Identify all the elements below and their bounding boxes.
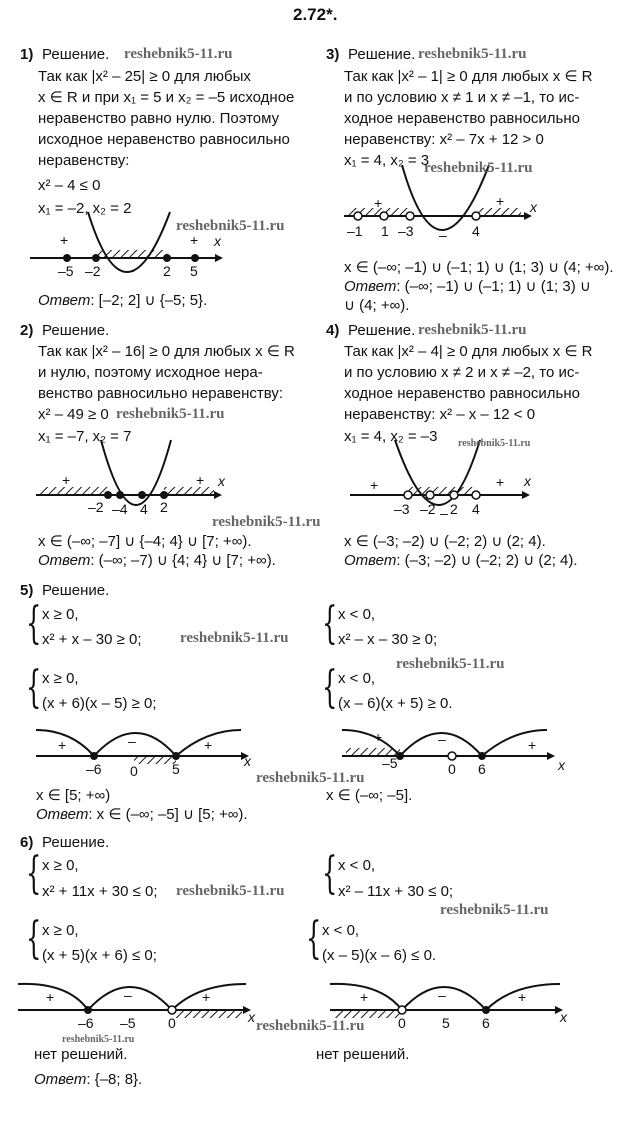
sign: + xyxy=(190,232,199,248)
sign: – xyxy=(438,731,446,747)
tick-label: 5 xyxy=(172,761,180,777)
answer-line xyxy=(34,1071,142,1088)
system-line: x < 0, xyxy=(338,606,376,623)
hatch xyxy=(95,250,167,258)
text-line: x₁ = –2, x₂ = 2 xyxy=(38,200,132,217)
tick-label: 0 xyxy=(168,1015,176,1031)
sign: + xyxy=(60,232,69,248)
answer-line xyxy=(344,278,591,295)
system-brace: { xyxy=(26,662,42,713)
hatch xyxy=(408,487,476,495)
text-line: и по условию x ≠ 1 и x ≠ –1, то ис- xyxy=(344,89,580,106)
solution-heading: Решение. xyxy=(42,322,110,339)
system-brace: { xyxy=(26,598,42,649)
tick-label: –2 xyxy=(88,499,104,515)
answer-label: Ответ xyxy=(344,552,397,569)
tick-label: 2 xyxy=(160,499,168,515)
axis-label: x xyxy=(560,1009,567,1025)
tick-label: –6 xyxy=(78,1015,94,1031)
tick-label: 5 xyxy=(442,1015,450,1031)
tick-label: 2 xyxy=(450,501,458,517)
text-line: x₁ = 4, x₂ = 3 xyxy=(344,152,430,169)
system-line: x² – 11x + 30 ≤ 0; xyxy=(338,883,454,900)
answer-label: Ответ xyxy=(38,552,91,569)
sign: + xyxy=(496,193,505,209)
point xyxy=(448,752,456,760)
problem-number: 4) xyxy=(326,322,340,339)
system-line: x < 0, xyxy=(338,670,376,687)
watermark: reshebnik5-11.ru xyxy=(124,46,233,62)
tick-label: 0 xyxy=(398,1015,406,1031)
system-line: x ≥ 0, xyxy=(42,606,79,623)
text-line: x² – 49 ≥ 0 xyxy=(38,406,109,423)
tick-label: 0 xyxy=(448,761,456,777)
system-line: x ≥ 0, xyxy=(42,922,79,939)
answer-value: : (–3; –2) ∪ (–2; 2) ∪ (2; 4). xyxy=(396,552,578,569)
text-line: x₁ = –7, x₂ = 7 xyxy=(38,428,132,445)
no-solutions-text: нет решений. xyxy=(34,1046,128,1063)
page-title: 2.72*. xyxy=(293,5,338,24)
sign: + xyxy=(528,737,537,753)
tick-label: 1 xyxy=(381,223,389,239)
sign: + xyxy=(518,989,527,1005)
problem-number: 3) xyxy=(326,46,340,63)
solution-heading: Решение. xyxy=(42,582,110,599)
watermark: reshebnik5-11.ru xyxy=(424,160,533,176)
solution-heading: Решение. xyxy=(42,46,110,63)
tick-label: 0 xyxy=(130,763,138,779)
number-line-5a xyxy=(36,722,266,782)
text-line: x₁ = 4, x₂ = –3 xyxy=(344,428,438,445)
text-line: неравенству: xyxy=(38,152,130,169)
point xyxy=(92,254,100,262)
axis-label: x xyxy=(244,753,251,769)
sign: + xyxy=(46,989,55,1005)
axis-label: x xyxy=(218,473,225,489)
set-line: x ∈ (–∞; –1) ∪ (–1; 1) ∪ (1; 3) ∪ (4; +∞). xyxy=(344,259,614,276)
system-brace: { xyxy=(26,913,42,964)
solution-heading: Решение. xyxy=(42,834,110,851)
answer-label: Ответ xyxy=(344,278,397,295)
watermark: reshebnik5-11.ru xyxy=(256,1018,365,1034)
number-line-5b xyxy=(342,722,572,782)
axis-label: x xyxy=(214,233,221,249)
sign: + xyxy=(62,472,71,488)
watermark: reshebnik5-11.ru xyxy=(176,883,285,899)
hatch xyxy=(40,487,108,495)
watermark: reshebnik5-11.ru xyxy=(418,322,527,338)
system-line: (x – 6)(x + 5) ≥ 0. xyxy=(338,695,453,712)
system-line: x ≥ 0, xyxy=(42,857,79,874)
point xyxy=(138,491,146,499)
point xyxy=(398,1006,406,1014)
point xyxy=(90,752,98,760)
tick-label: –5 xyxy=(120,1015,136,1031)
tick-label: 5 xyxy=(190,263,198,279)
watermark: reshebnik5-11.ru xyxy=(62,1034,135,1045)
answer-value: : (–∞; –1) ∪ (–1; 1) ∪ (1; 3) ∪ xyxy=(396,278,591,295)
axis-label: x xyxy=(558,757,565,773)
text-line: x ∈ R и при x₁ = 5 и x₂ = –5 исходное xyxy=(38,89,295,106)
solution-heading: Решение. xyxy=(348,46,416,63)
text-line: ходное неравенство равносильно xyxy=(344,110,581,127)
tick-label: –2 xyxy=(85,263,101,279)
watermark: reshebnik5-11.ru xyxy=(180,630,289,646)
text-line: Так как |x² – 16| ≥ 0 для любых x ∈ R xyxy=(38,343,295,360)
point xyxy=(63,254,71,262)
tick-label: –5 xyxy=(58,263,74,279)
text-line: неравенство равно нулю. Поэтому xyxy=(38,110,280,127)
point xyxy=(168,1006,176,1014)
tick-label: –6 xyxy=(86,761,102,777)
tick-label: –3 xyxy=(394,501,410,517)
problem-number: 2) xyxy=(20,322,34,339)
watermark: reshebnik5-11.ru xyxy=(176,218,285,234)
watermark: reshebnik5-11.ru xyxy=(116,406,225,422)
hatch xyxy=(172,1010,242,1018)
point xyxy=(191,254,199,262)
text-line: ходное неравенство равносильно xyxy=(344,385,581,402)
tick-label: –4 xyxy=(112,501,128,517)
problem-number: 5) xyxy=(20,582,34,599)
axis-label: x xyxy=(530,199,537,215)
text-line: Так как |x² – 1| ≥ 0 для любых x ∈ R xyxy=(344,68,593,85)
tick-label: –2 xyxy=(420,501,436,517)
watermark: reshebnik5-11.ru xyxy=(212,514,321,530)
text-line: и нулю, поэтому исходное нера- xyxy=(38,364,263,381)
system-line: (x + 6)(x – 5) ≥ 0; xyxy=(42,695,157,712)
sign: – xyxy=(439,227,447,243)
point xyxy=(160,491,168,499)
hatch xyxy=(334,1010,402,1018)
answer-value: : {–8; 8}. xyxy=(86,1071,143,1088)
no-solutions-text: нет решений. xyxy=(316,1046,410,1063)
answer-label: Ответ xyxy=(36,806,89,823)
solution-heading: Решение. xyxy=(348,322,416,339)
tick-label: –1 xyxy=(347,223,363,239)
axis-label: x xyxy=(524,473,531,489)
tick-label: 2 xyxy=(163,263,171,279)
sign: + xyxy=(360,989,369,1005)
answer-continuation: ∪ (4; +∞). xyxy=(344,297,410,314)
sign: – xyxy=(124,987,132,1003)
system-line: x² – x – 30 ≥ 0; xyxy=(338,631,438,648)
hatch xyxy=(476,208,521,216)
answer-line xyxy=(38,552,276,569)
point xyxy=(472,491,480,499)
point xyxy=(163,254,171,262)
answer-value: : [–2; 2] ∪ {–5; 5}. xyxy=(90,292,208,309)
point xyxy=(450,491,458,499)
tick-label: –3 xyxy=(398,223,414,239)
watermark: reshebnik5-11.ru xyxy=(440,902,549,918)
set-line: x ∈ (–∞; –7] ∪ {–4; 4} ∪ [7; +∞). xyxy=(38,533,252,550)
point xyxy=(472,212,480,220)
system-line: x² + 11x + 30 ≤ 0; xyxy=(42,883,158,900)
sign: + xyxy=(374,195,383,211)
point xyxy=(426,491,434,499)
tick-label: 6 xyxy=(478,761,486,777)
text-line: неравенству: x² – 7x + 12 > 0 xyxy=(344,131,544,148)
sign: – xyxy=(438,987,446,1003)
system-brace: { xyxy=(322,662,338,713)
point xyxy=(478,752,486,760)
sign: – xyxy=(128,733,136,749)
system-line: x ≥ 0, xyxy=(42,670,79,687)
sign: + xyxy=(496,474,505,490)
tick-label: 4 xyxy=(472,501,480,517)
sign: – xyxy=(440,505,448,521)
sign: + xyxy=(202,989,211,1005)
system-line: (x + 5)(x + 6) ≤ 0; xyxy=(42,947,157,964)
sign: + xyxy=(196,472,205,488)
text-line: x² – 4 ≤ 0 xyxy=(38,177,101,194)
number-line-6a xyxy=(18,972,258,1032)
system-brace: { xyxy=(26,848,42,899)
point xyxy=(406,212,414,220)
system-line: (x – 5)(x – 6) ≤ 0. xyxy=(322,947,437,964)
answer-value: : x ∈ (–∞; –5] ∪ [5; +∞). xyxy=(88,806,248,823)
system-line: x < 0, xyxy=(322,922,360,939)
point xyxy=(104,491,112,499)
tick-label: 6 xyxy=(482,1015,490,1031)
problem-number: 6) xyxy=(20,834,34,851)
sign: + xyxy=(204,737,213,753)
answer-value: : (–∞; –7) ∪ {4; 4} ∪ [7; +∞). xyxy=(90,552,276,569)
watermark: reshebnik5-11.ru xyxy=(458,438,531,449)
watermark: reshebnik5-11.ru xyxy=(418,46,527,62)
system-brace: { xyxy=(306,913,322,964)
answer-label: Ответ xyxy=(34,1071,87,1088)
watermark: reshebnik5-11.ru xyxy=(396,656,505,672)
text-line: исходное неравенство равносильно xyxy=(38,131,290,148)
system-brace: { xyxy=(322,848,338,899)
set-line: x ∈ (–3; –2) ∪ (–2; 2) ∪ (2; 4). xyxy=(344,533,546,550)
answer-label: Ответ xyxy=(38,292,91,309)
hatch xyxy=(164,487,214,495)
system-brace: { xyxy=(322,598,338,649)
text-line: венство равносильно неравенству: xyxy=(38,385,284,402)
tick-label: 4 xyxy=(140,501,148,517)
text-line: Так как |x² – 4| ≥ 0 для любых x ∈ R xyxy=(344,343,593,360)
text-line: Так как |x² – 25| ≥ 0 для любых xyxy=(38,68,251,85)
sign: + xyxy=(370,477,379,493)
tick-label: –5 xyxy=(382,755,398,771)
sign: + xyxy=(374,729,383,745)
text-line: и по условию x ≠ 2 и x ≠ –2, то ис- xyxy=(344,364,580,381)
sign: – xyxy=(126,262,134,278)
point xyxy=(116,491,124,499)
answer-line xyxy=(344,552,578,569)
answer-line xyxy=(38,292,207,309)
set-line: x ∈ [5; +∞) xyxy=(36,787,111,804)
number-line-6b xyxy=(330,972,570,1032)
watermark: reshebnik5-11.ru xyxy=(256,770,365,786)
set-line: x ∈ (–∞; –5]. xyxy=(326,787,413,804)
problem-number: 1) xyxy=(20,46,34,63)
point xyxy=(354,212,362,220)
point xyxy=(84,1006,92,1014)
system-line: x² + x – 30 ≥ 0; xyxy=(42,631,142,648)
answer-line xyxy=(36,806,248,823)
axis-label: x xyxy=(248,1009,255,1025)
sign: + xyxy=(58,737,67,753)
text-line: неравенству: x² – x – 12 < 0 xyxy=(344,406,536,423)
tick-label: 4 xyxy=(472,223,480,239)
point xyxy=(380,212,388,220)
point xyxy=(172,752,180,760)
point xyxy=(404,491,412,499)
system-line: x < 0, xyxy=(338,857,376,874)
point xyxy=(482,1006,490,1014)
hatch xyxy=(134,756,176,764)
